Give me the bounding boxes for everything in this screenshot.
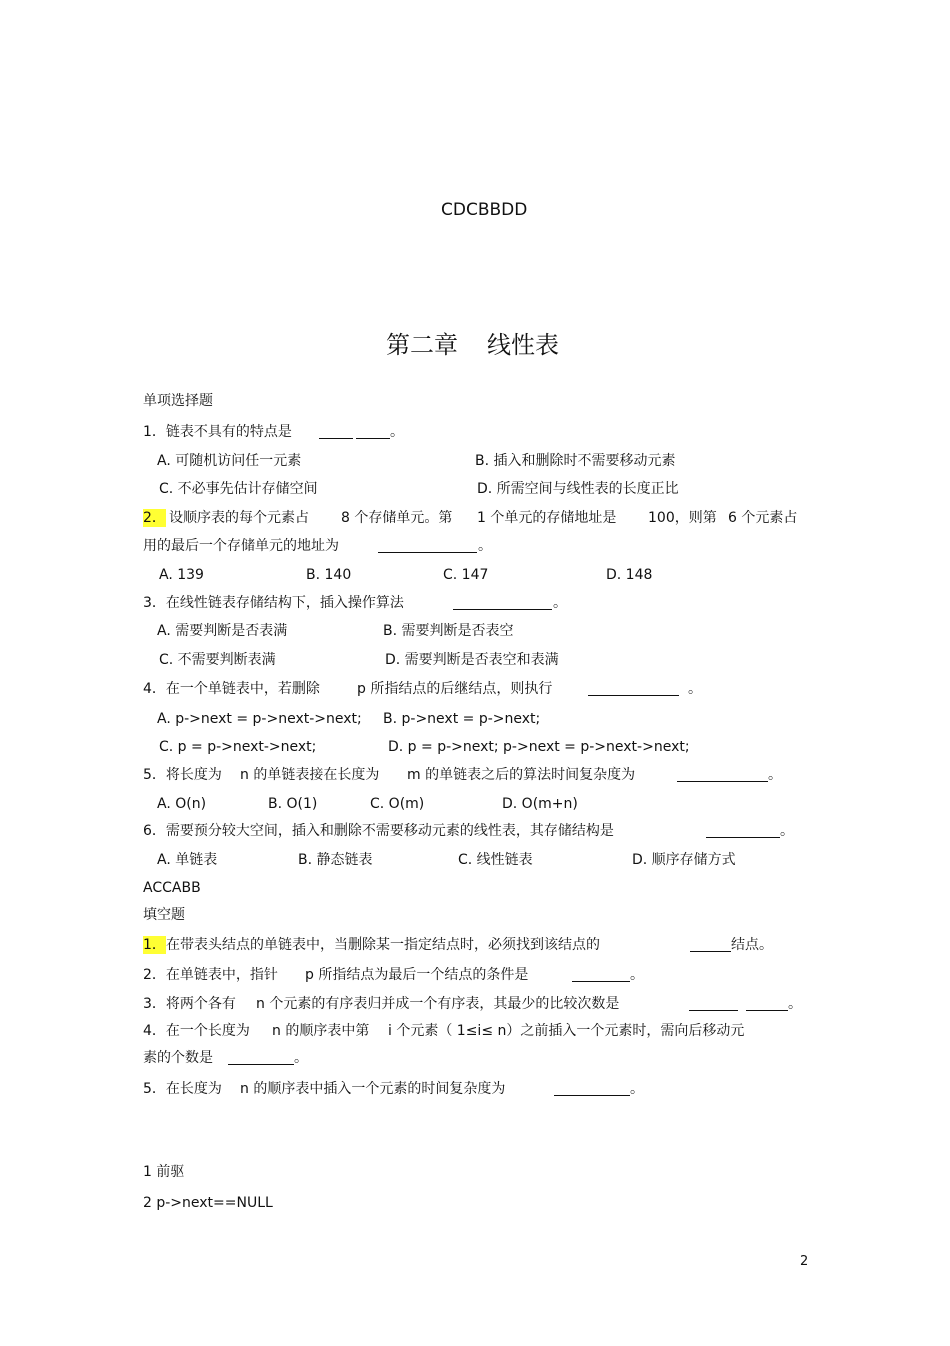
q2-line1-c: 1 个单元的存储地址是 xyxy=(477,510,617,526)
f2-stem-b: p 所指结点为最后一个结点的条件是 xyxy=(305,967,529,983)
q2-end: 。 xyxy=(478,538,492,554)
q1-option-b: B. 插入和删除时不需要移动元素 xyxy=(475,453,676,469)
answer-key-top: CDCBBDD xyxy=(441,200,528,220)
q2-number-highlight: 2． xyxy=(143,510,166,526)
f5-stem-a: 5．在长度为 xyxy=(143,1081,222,1097)
q6-option-c: C. 线性链表 xyxy=(458,852,533,868)
q5-option-a: A. O(n) xyxy=(157,796,207,812)
q3-blank xyxy=(453,609,552,610)
q6-option-a: A. 单链表 xyxy=(157,852,218,868)
q5-stem-a: 5．将长度为 xyxy=(143,767,222,783)
q4-stem-a: 4．在一个单链表中，若删除 xyxy=(143,681,320,697)
q1-stem: 1．链表不具有的特点是 xyxy=(143,424,292,440)
q5-option-c: C. O(m) xyxy=(370,796,425,812)
f3-stem-b: n 个元素的有序表归并成一个有序表，其最少的比较次数是 xyxy=(256,996,620,1012)
q4-option-b: B. p->next = p->next; xyxy=(383,711,541,727)
q6-option-b: B. 静态链表 xyxy=(298,852,373,868)
section-heading-fill: 填空题 xyxy=(143,907,185,923)
q2-line1-a: 设顺序表的每个元素占 xyxy=(169,510,309,526)
answer-fill-2: 2 p->next==NULL xyxy=(143,1195,273,1211)
q2-line1-e: 6 个元素占 xyxy=(728,510,798,526)
q4-option-a: A. p->next = p->next->next; xyxy=(157,711,362,727)
q2-line1-b: 8 个存储单元。第 xyxy=(341,510,453,526)
q5-blank xyxy=(677,781,768,782)
f1-number-highlight: 1． xyxy=(143,937,166,953)
f4-end: 。 xyxy=(294,1050,308,1066)
q2-option-a: A. 139 xyxy=(159,567,204,583)
q3-option-b: B. 需要判断是否表空 xyxy=(383,623,514,639)
q4-blank xyxy=(588,695,679,696)
q3-option-d: D. 需要判断是否表空和表满 xyxy=(385,652,559,668)
q5-stem-b: n 的单链表接在长度为 xyxy=(240,767,380,783)
q5-stem-c: m 的单链表之后的算法时间复杂度为 xyxy=(407,767,636,783)
q3-end: 。 xyxy=(553,595,567,611)
q6-blank xyxy=(706,837,780,838)
q5-end: 。 xyxy=(768,767,782,783)
q4-end: 。 xyxy=(688,681,702,697)
q2-option-b: B. 140 xyxy=(306,567,352,583)
q3-option-c: C. 不需要判断表满 xyxy=(159,652,276,668)
section-heading-choice: 单项选择题 xyxy=(143,393,213,409)
f2-end: 。 xyxy=(630,967,644,983)
f4-stem-a: 4．在一个长度为 xyxy=(143,1023,250,1039)
f4-line2: 素的个数是 xyxy=(143,1050,213,1066)
f3-blank-b xyxy=(746,1010,788,1011)
q5-option-d: D. O(m+n) xyxy=(502,796,578,812)
q1-option-a: A. 可随机访问任一元素 xyxy=(157,453,302,469)
q2-blank xyxy=(378,552,477,553)
f5-blank xyxy=(554,1095,630,1096)
q3-option-a: A. 需要判断是否表满 xyxy=(157,623,288,639)
f5-stem-b: n 的顺序表中插入一个元素的时间复杂度为 xyxy=(240,1081,506,1097)
page-number: 2 xyxy=(800,1254,809,1269)
q2-line1-d: 100，则第 xyxy=(648,510,717,526)
q6-option-d: D. 顺序存储方式 xyxy=(632,852,736,868)
f4-stem-c: i 个元素（ 1≤i≤ n）之前插入一个元素时，需向后移动元 xyxy=(388,1023,745,1039)
f3-end: 。 xyxy=(788,996,802,1012)
f3-blank-a xyxy=(689,1010,738,1011)
q1-option-d: D. 所需空间与线性表的长度正比 xyxy=(477,481,679,497)
f3-stem-a: 3．将两个各有 xyxy=(143,996,236,1012)
q1-option-c: C. 不必事先估计存储空间 xyxy=(159,481,318,497)
q2-option-c: C. 147 xyxy=(443,567,489,583)
f1-stem: 在带表头结点的单链表中，当删除某一指定结点时，必须找到该结点的 xyxy=(166,937,600,953)
f2-blank xyxy=(572,981,630,982)
f2-stem-a: 2．在单链表中，指针 xyxy=(143,967,278,983)
f1-end: 结点。 xyxy=(731,937,773,953)
q2-line2: 用的最后一个存储单元的地址为 xyxy=(143,538,339,554)
f1-blank xyxy=(690,951,731,952)
chapter-number: 第二章 xyxy=(386,331,458,359)
f4-blank xyxy=(228,1064,294,1065)
answer-key-choice: ACCABB xyxy=(143,880,201,896)
q4-option-c: C. p = p->next->next; xyxy=(159,739,317,755)
q3-stem: 3．在线性链表存储结构下，插入操作算法 xyxy=(143,595,404,611)
q4-stem-b: p 所指结点的后继结点，则执行 xyxy=(357,681,553,697)
f4-stem-b: n 的顺序表中第 xyxy=(272,1023,370,1039)
q1-end: 。 xyxy=(390,424,404,440)
q4-option-d: D. p = p->next; p->next = p->next->next; xyxy=(388,739,690,755)
q2-option-d: D. 148 xyxy=(606,567,653,583)
chapter-title: 线性表 xyxy=(487,331,559,359)
q5-option-b: B. O(1) xyxy=(268,796,318,812)
q6-end: 。 xyxy=(780,823,794,839)
q6-stem: 6．需要预分较大空间，插入和删除不需要移动元素的线性表，其存储结构是 xyxy=(143,823,614,839)
q1-blank-b xyxy=(356,438,390,439)
answer-fill-1: 1 前驱 xyxy=(143,1164,185,1180)
f5-end: 。 xyxy=(630,1081,644,1097)
q1-blank-a xyxy=(319,438,353,439)
